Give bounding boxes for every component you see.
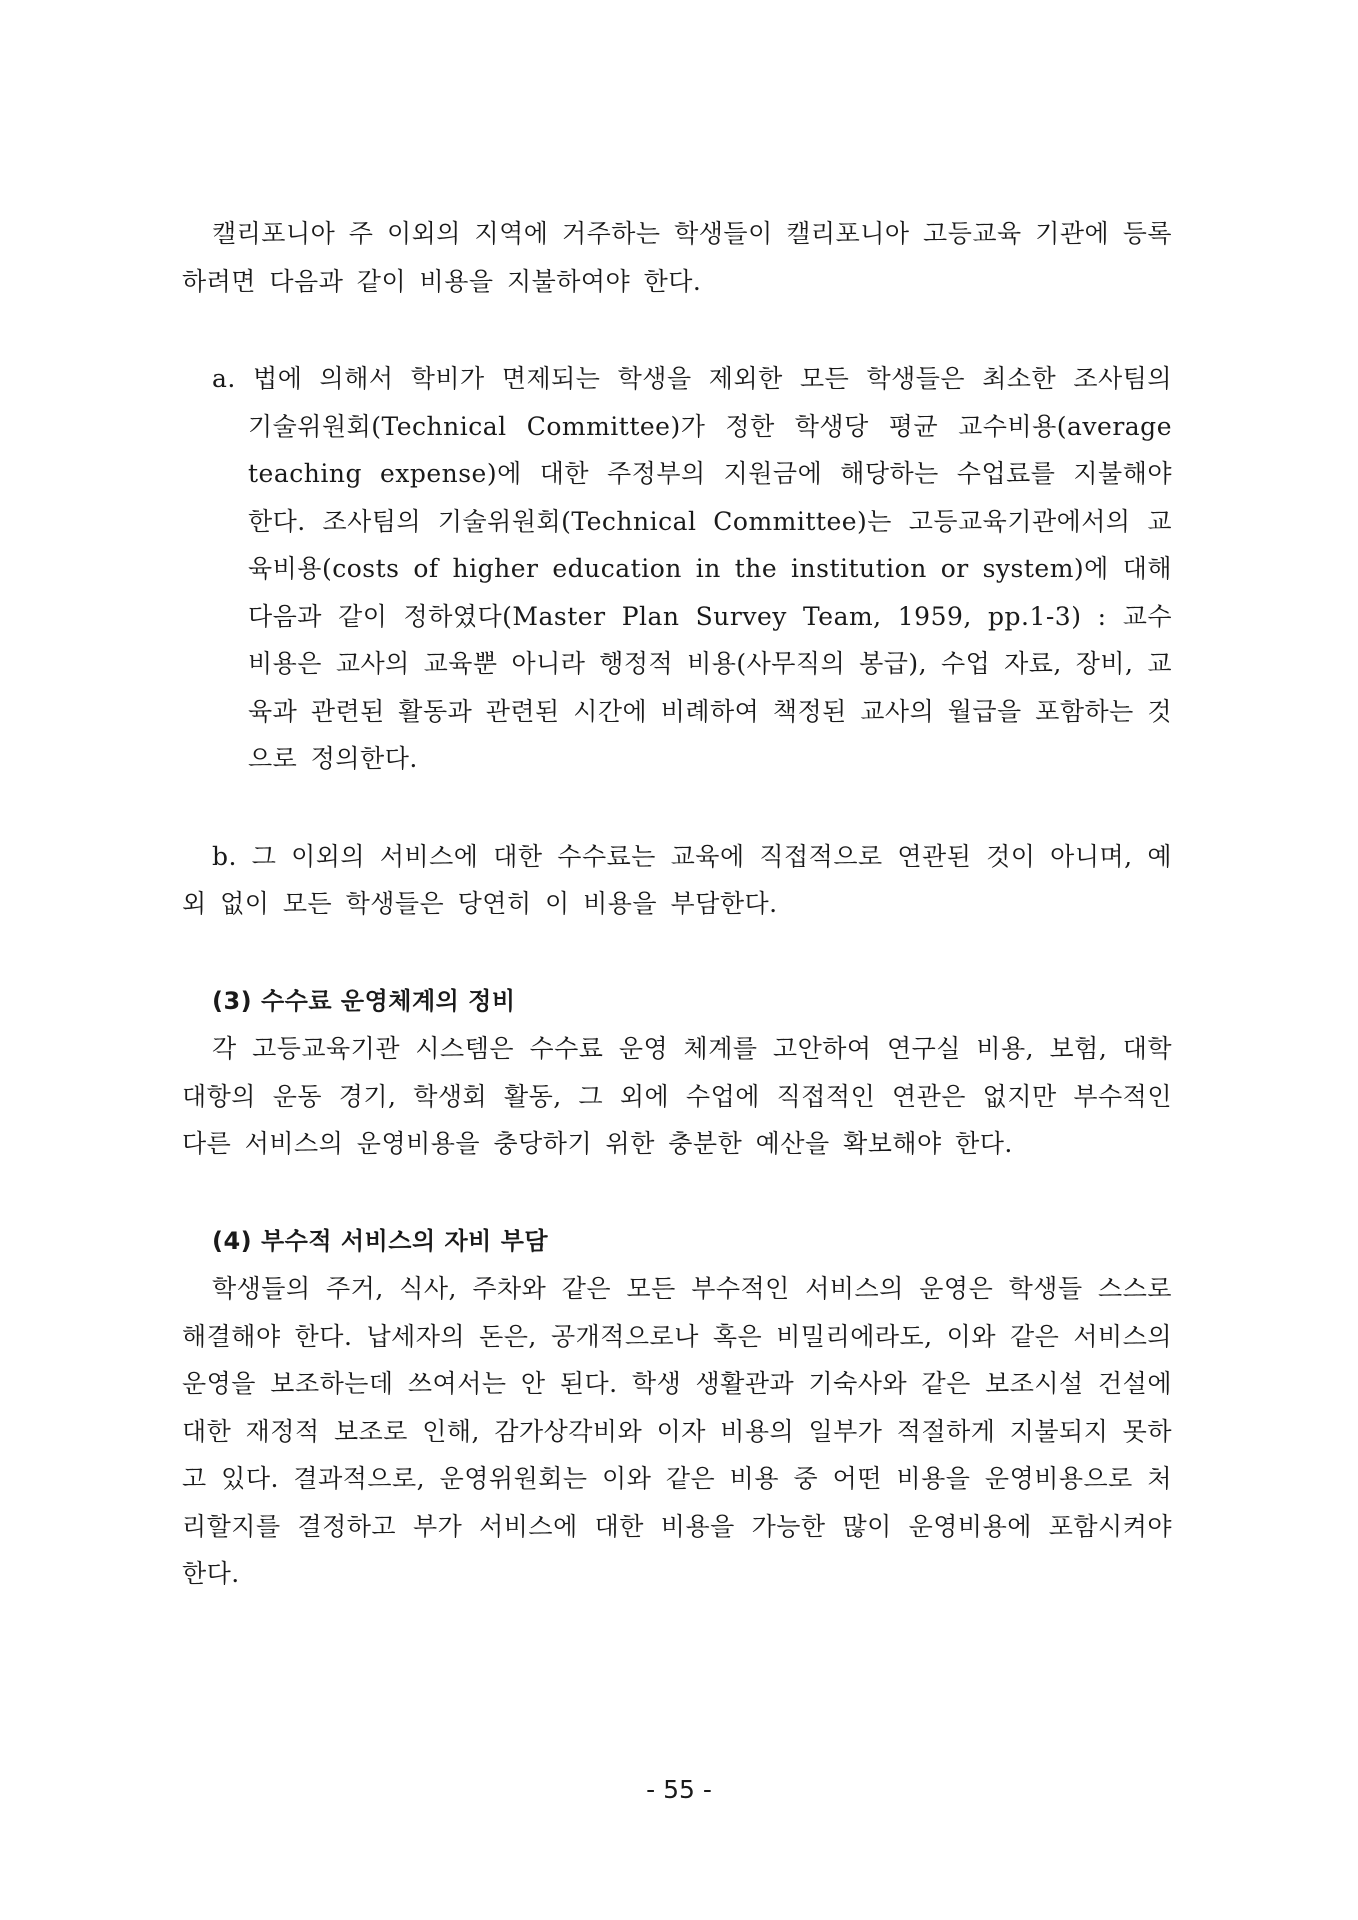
section-3-body: 각 고등교육기관 시스템은 수수료 운영 체계를 고안하여 연구실 비용, 보험, 대학 대항의 운동 경기, 학생회 활동, 그 외에 수업에 직접적인 연관은 없지만 부수적인 다른 서비스의 운영비용을 충당하기 위한 충분한 예산을 확보해야 한다. [182, 1034, 1172, 1158]
list-item-a: a. 법에 의해서 학비가 면제되는 학생을 제외한 모든 학생들은 최소한 조사팀의 기술위원회(Technical Committee)가 정한 학생당 평균 교수비용(average teaching expense)에 대한 주정부의 지원금에 해당하는 수업료를 지불해야 한다. 조사팀의 기술위원회(Technical Committee)는 고등교육기관에서의 교육비용(costs of higher education in the institution or system)에 대해 다음과 같이 정하였다(Master Plan Survey Team, 1959, pp.1-3) : 교수비용은 교사의 교육뿐 아니라 행정적 비용(사무직의 봉급), 수업 자료, 장비, 교육과 관련된 활동과 관련된 시간에 비례하여 책정된 교사의 월급을 포함하는 것으로 정의한다. [212, 364, 1172, 773]
page-body [182, 210, 1172, 1598]
section-3-heading: (3) 수수료 운영체계의 정비 [212, 986, 516, 1015]
spacer [182, 305, 1172, 355]
spacer [182, 783, 1172, 833]
spacer [182, 928, 1172, 978]
page-number: - 55 - [646, 1775, 712, 1804]
section-4-body: 학생들의 주거, 식사, 주차와 같은 모든 부수적인 서비스의 운영은 학생들 스스로 해결해야 한다. 납세자의 돈은, 공개적으로나 혹은 비밀리에라도, 이와 같은 서비스의 운영을 보조하는데 쓰여서는 안 된다. 학생 생활관과 기숙사와 같은 보조시설 건설에 대한 재정적 보조로 인해, 감가상각비와 이자 비용의 일부가 적절하게 지불되지 못하고 있다. 결과적으로, 운영위원회는 이와 같은 비용 중 어떤 비용을 운영비용으로 처리할지를 결정하고 부가 서비스에 대한 비용을 가능한 많이 운영비용에 포함시켜야 한다. [182, 1274, 1172, 1588]
list-item-b: b. 그 이외의 서비스에 대한 수수료는 교육에 직접적으로 연관된 것이 아니며, 예외 없이 모든 학생들은 당연히 이 비용을 부담한다. [182, 841, 1172, 918]
spacer [182, 1168, 1172, 1218]
section-4-heading: (4) 부수적 서비스의 자비 부담 [212, 1226, 549, 1255]
intro-paragraph: 캘리포니아 주 이외의 지역에 거주하는 학생들이 캘리포니아 고등교육 기관에 등록하려면 다음과 같이 비용을 지불하여야 한다. [182, 219, 1172, 296]
